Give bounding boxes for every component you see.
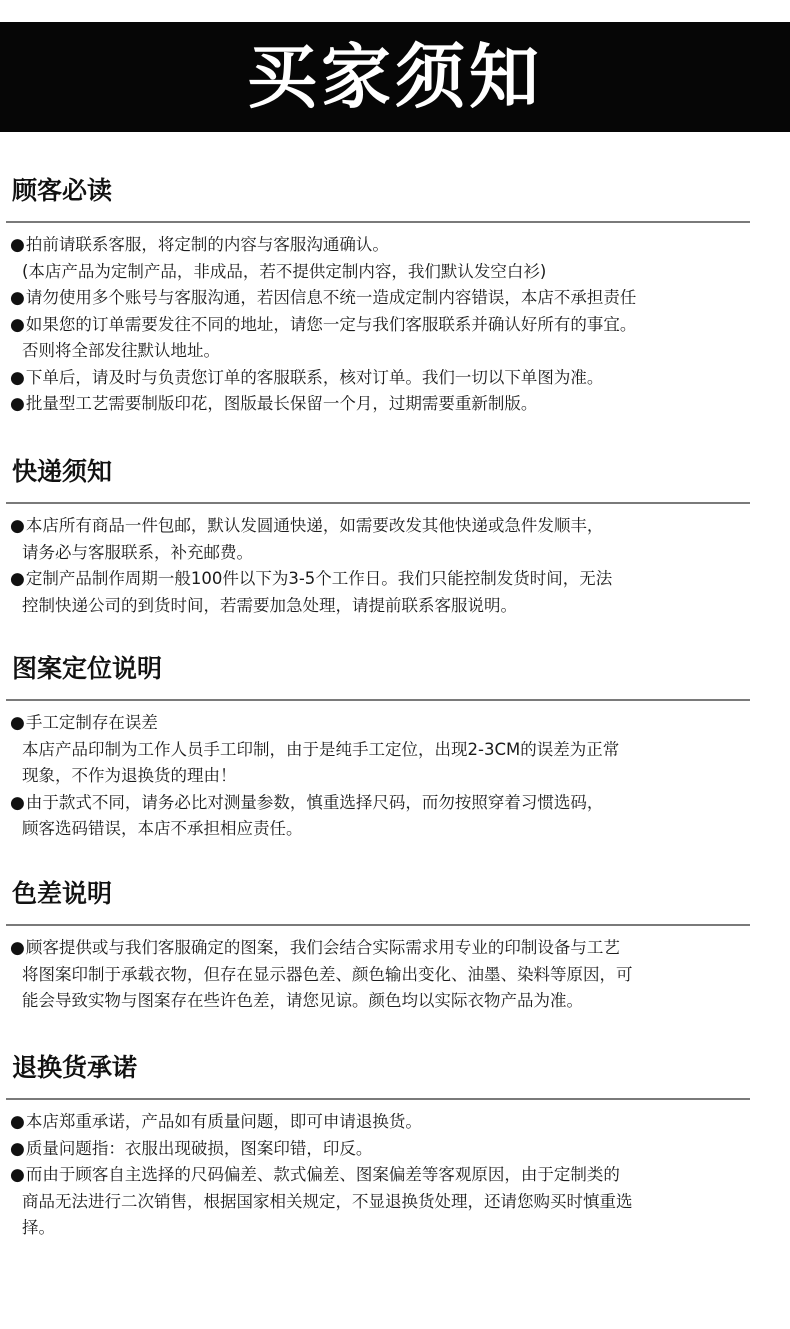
- divider: [6, 502, 750, 504]
- line-text: (本店产品为定制产品，非成品，若不提供定制内容，我们默认发空白衫): [22, 261, 547, 281]
- bullet-item: [10, 312, 780, 339]
- section-heading: 图案定位说明: [12, 654, 163, 683]
- page-title: 买家须知: [247, 36, 543, 118]
- bullet-item: [10, 513, 780, 540]
- section-heading: 退换货承诺: [12, 1053, 138, 1082]
- line-text: 控制快递公司的到货时间，若需要加急处理，请提前联系客服说明。: [22, 595, 517, 615]
- section-heading: 快递须知: [12, 457, 113, 486]
- line-text: 下单后，请及时与负责您订单的客服联系，核对订单。我们一切以下单图为准。: [25, 367, 604, 387]
- bullet-dot-icon: ●: [10, 1138, 25, 1159]
- bullet-item: [10, 1109, 780, 1136]
- continuation-line: [10, 816, 780, 843]
- line-text: 如果您的订单需要发往不同的地址，请您一定与我们客服联系并确认好所有的事宜。: [25, 314, 637, 334]
- bullet-item: [10, 1162, 780, 1189]
- section-shipping-notice: [0, 456, 790, 619]
- bullet-item: [10, 1136, 780, 1163]
- line-text: 本店郑重承诺，产品如有质量问题，即可申请退换货。: [25, 1112, 422, 1131]
- line-text: 将图案印制于承载衣物，但存在显示器色差、颜色输出变化、油墨、染料等原因，可: [22, 964, 633, 984]
- bullet-dot-icon: ●: [10, 713, 25, 733]
- line-text: 本店产品印制为工作人员手工印制，由于是纯手工定位，出现2-3CM的误差为正常: [22, 739, 620, 759]
- bullet-dot-icon: ●: [10, 394, 25, 414]
- continuation-line: [10, 593, 780, 620]
- section-heading: 色差说明: [12, 879, 113, 908]
- bullet-dot-icon: ●: [10, 938, 25, 958]
- line-text: 否则将全部发往默认地址。: [22, 341, 220, 360]
- line-text: 拍前请联系客服，将定制的内容与客服沟通确认。: [25, 235, 389, 254]
- line-text: 手工定制存在误差: [25, 713, 158, 732]
- line-text: 本店所有商品一件包邮，默认发圆通快递，如需要改发其他快递或急件发顺丰，: [25, 516, 604, 535]
- line-text: 能会导致实物与图案存在些许色差，请您见谅。颜色均以实际衣物产品为准。: [22, 991, 583, 1010]
- bullet-dot-icon: ●: [10, 569, 25, 589]
- continuation-line: [10, 988, 780, 1015]
- section-pattern-positioning: [0, 653, 790, 843]
- line-text: 批量型工艺需要制版印花，图版最长保留一个月，过期需要重新制版。: [25, 394, 538, 413]
- continuation-line: [10, 763, 780, 790]
- divider: [6, 924, 750, 926]
- section-color-difference: [0, 878, 790, 1015]
- line-text: 顾客选码错误，本店不承担相应责任。: [22, 819, 303, 838]
- bullet-item: [10, 232, 780, 259]
- bullet-dot-icon: ●: [10, 235, 25, 255]
- bullet-dot-icon: ●: [10, 314, 25, 335]
- line-text: 定制产品制作周期一般100件以下为3-5个工作日。我们只能控制发货时间，无法: [25, 569, 613, 588]
- continuation-line: [10, 1215, 780, 1242]
- section-body: [10, 935, 780, 1015]
- line-text: 请勿使用多个账号与客服沟通，若因信息不统一造成定制内容错误，本店不承担责任: [25, 288, 637, 307]
- section-body: [10, 1109, 780, 1242]
- section-heading: 顾客必读: [12, 176, 113, 205]
- continuation-line: [10, 1189, 780, 1216]
- divider: [6, 221, 750, 223]
- line-text: 请务必与客服联系，补充邮费。: [22, 542, 253, 562]
- line-text: 商品无法进行二次销售，根据国家相关规定，不显退换货处理，还请您购买时慎重选: [22, 1191, 633, 1211]
- divider: [6, 699, 750, 701]
- bullet-dot-icon: ●: [10, 792, 25, 813]
- bullet-dot-icon: ●: [10, 516, 25, 536]
- bullet-dot-icon: ●: [10, 1165, 25, 1185]
- continuation-line: [10, 338, 780, 365]
- line-text: 质量问题指：衣服出现破损，图案印错，印反。: [25, 1138, 373, 1158]
- line-text: 现象，不作为退换货的理由！: [22, 766, 237, 785]
- bullet-item: [10, 935, 780, 962]
- line-text: 择。: [22, 1218, 55, 1237]
- section-body: [10, 513, 780, 619]
- bullet-dot-icon: ●: [10, 367, 25, 388]
- bullet-item: [10, 391, 780, 418]
- bullet-dot-icon: ●: [10, 1112, 25, 1132]
- bullet-item: [10, 710, 780, 737]
- continuation-line: [10, 259, 780, 286]
- section-body: [10, 232, 780, 418]
- section-body: [10, 710, 780, 843]
- section-customer-must-read: [0, 175, 790, 418]
- bullet-item: [10, 566, 780, 593]
- line-text: 顾客提供或与我们客服确定的图案，我们会结合实际需求用专业的印制设备与工艺: [25, 938, 620, 957]
- continuation-line: [10, 737, 780, 764]
- bullet-item: [10, 790, 780, 817]
- line-text: 由于款式不同，请务必比对测量参数，慎重选择尺码，而勿按照穿着习惯选码，: [25, 792, 604, 812]
- section-return-promise: [0, 1052, 790, 1242]
- bullet-dot-icon: ●: [10, 288, 25, 308]
- continuation-line: [10, 540, 780, 567]
- continuation-line: [10, 962, 780, 989]
- title-banner: [0, 22, 790, 132]
- divider: [6, 1098, 750, 1100]
- line-text: 而由于顾客自主选择的尺码偏差、款式偏差、图案偏差等客观原因，由于定制类的: [25, 1165, 620, 1184]
- bullet-item: [10, 285, 780, 312]
- bullet-item: [10, 365, 780, 392]
